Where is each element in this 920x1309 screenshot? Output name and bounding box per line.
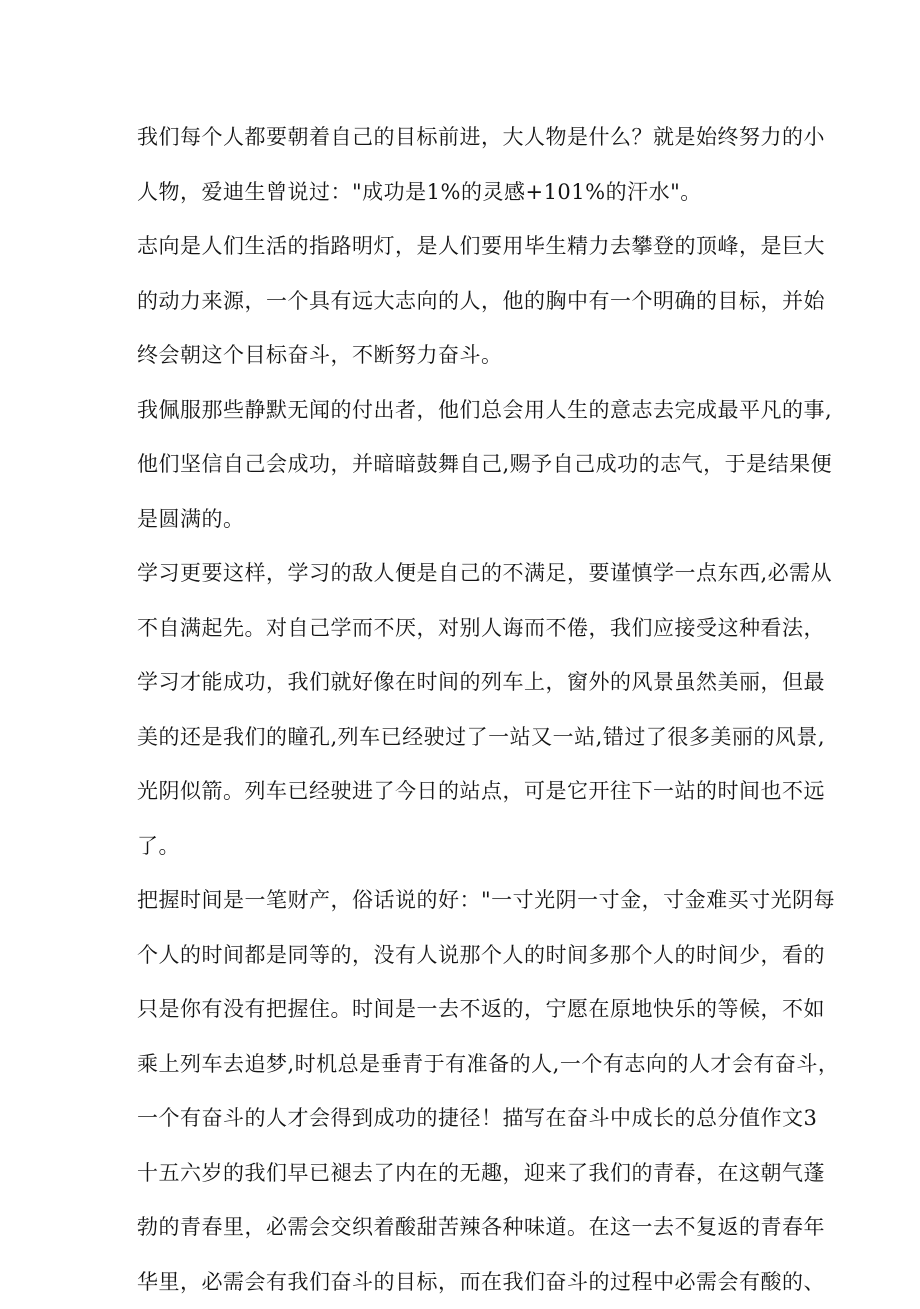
paragraph-1	[137, 110, 797, 219]
text-line: 人物，爱迪生曾说过："成功是1%的灵感+101%的汗水"。	[137, 165, 797, 220]
text-line: 光阴似箭。列车已经驶进了今日的站点，可是它开往下一站的时间也不远	[137, 764, 797, 819]
text-line: 勃的青春里，必需会交织着酸甜苦辣各种味道。在这一去不复返的青春年	[137, 1200, 797, 1255]
text-line: 我佩服那些静默无闻的付出者，他们总会用人生的意志去完成最平凡的事,	[137, 383, 797, 438]
text-line: 学习才能成功，我们就好像在时间的列车上，窗外的风景虽然美丽，但最	[137, 655, 797, 710]
text-line: 是圆满的。	[137, 492, 797, 547]
text-line: 华里，必需会有我们奋斗的目标，而在我们奋斗的过程中必需会有酸的、	[137, 1255, 797, 1309]
text-line: 把握时间是一笔财产，俗话说的好："一寸光阴一寸金，寸金难买寸光阴每	[137, 873, 797, 928]
paragraph-3	[137, 383, 797, 547]
text-line: 他们坚信自己会成功，并暗暗鼓舞自己,赐予自己成功的志气，于是结果便	[137, 437, 797, 492]
text-line: 了。	[137, 819, 797, 874]
text-line: 不自满起先。对自己学而不厌，对别人诲而不倦，我们应接受这种看法，	[137, 601, 797, 656]
paragraph-2	[137, 219, 797, 383]
document-body	[137, 110, 797, 1309]
text-line: 终会朝这个目标奋斗，不断努力奋斗。	[137, 328, 797, 383]
paragraph-4	[137, 546, 797, 873]
text-line: 的动力来源，一个具有远大志向的人，他的胸中有一个明确的目标，并始	[137, 274, 797, 329]
text-line: 只是你有没有把握住。时间是一去不返的，宁愿在原地快乐的等候，不如	[137, 982, 797, 1037]
text-line: 十五六岁的我们早已褪去了内在的无趣，迎来了我们的青春，在这朝气蓬	[137, 1146, 797, 1201]
text-line: 乘上列车去追梦,时机总是垂青于有准备的人,一个有志向的人才会有奋斗，	[137, 1037, 797, 1092]
text-line: 志向是人们生活的指路明灯，是人们要用毕生精力去攀登的顶峰，是巨大	[137, 219, 797, 274]
text-line: 一个有奋斗的人才会得到成功的捷径！描写在奋斗中成长的总分值作文3	[137, 1091, 797, 1146]
text-line: 我们每个人都要朝着自己的目标前进，大人物是什么？就是始终努力的小	[137, 110, 797, 165]
text-line: 个人的时间都是同等的，没有人说那个人的时间多那个人的时间少，看的	[137, 928, 797, 983]
paragraph-5	[137, 873, 797, 1309]
text-line: 学习更要这样，学习的敌人便是自己的不满足，要谨慎学一点东西,必需从	[137, 546, 797, 601]
text-line: 美的还是我们的瞳孔,列车已经驶过了一站又一站,错过了很多美丽的风景,	[137, 710, 797, 765]
